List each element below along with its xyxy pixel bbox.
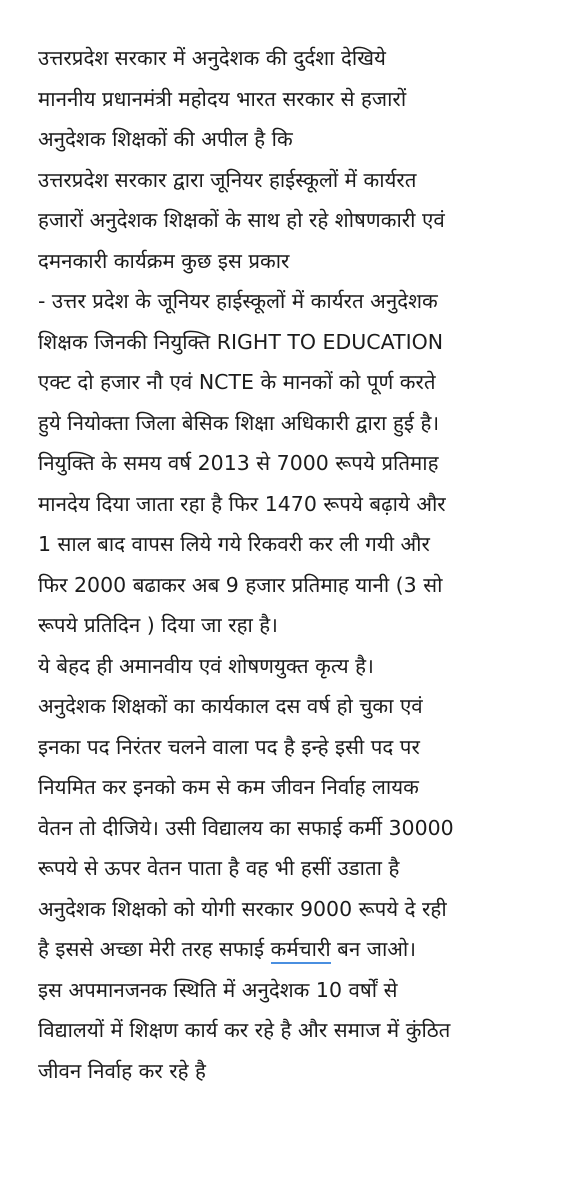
text-line: हुये नियोक्ता जिला बेसिक शिक्षा अधिकारी द्वारा हुई है। [38,410,440,435]
text-line: 1 साल बाद वापस लिये गये रिकवरी कर ली गयी और [38,532,430,556]
text-line: शिक्षक जिनकी नियुक्ति RIGHT TO EDUCATION [38,329,444,354]
text-line: माननीय प्रधानमंत्री महोदय भारत सरकार से हजारों [38,86,407,111]
text-line: उत्तरप्रदेश सरकार द्वारा जूनियर हाईस्कूलों में कार्यरत [38,167,417,192]
text-line: अनुदेशक शिक्षकों की अपील है कि [38,127,293,151]
text-line: - उत्तर प्रदेश के जूनियर हाईस्कूलों में कार्यरत अनुदेशक [38,289,438,313]
text-line: इनका पद निरंतर चलने वाला पद है इन्हे इसी पद पर [38,734,420,759]
text-line: फिर 2000 बढाकर अब 9 हजार प्रतिमाह यानी (3 सो [38,572,443,597]
text-line: मानदेय दिया जाता रहा है फिर 1470 रूपये बढ़ाये और [38,491,446,516]
text-line: रूपये से ऊपर वेतन पाता है वह भी हसीं उडाता है [38,856,400,880]
text-line: ये बेहद ही अमानवीय एवं शोषणयुक्त कृत्य है। [38,653,374,678]
text-line: अनुदेशक शिक्षको को योगी सरकार 9000 रूपये दे रही [38,896,447,921]
text-line: रूपये प्रतिदिन ) दिया जा रहा है। [38,613,278,637]
karmachari-link[interactable]: कर्मचारी [271,937,331,964]
text-line: जीवन निर्वाह कर रहे है [38,1058,206,1083]
text-line: नियमित कर इनको कम से कम जीवन निर्वाह लायक [38,775,419,799]
text-line: अनुदेशक शिक्षकों का कार्यकाल दस वर्ष हो चुका एवं [38,694,423,718]
text-line: दमनकारी कार्यक्रम कुछ इस प्रकार [38,248,290,273]
text-line: विद्यालयों में शिक्षण कार्य कर रहे है और समाज में कुंठित [38,1018,451,1042]
text-line: इस अपमानजनक स्थिति में अनुदेशक 10 वर्षों से [38,977,398,1002]
post-text [38,38,578,1091]
text-line-with-link [38,929,578,970]
text-line: एक्ट दो हजार नौ एवं NCTE के मानकों को पूर्ण करते [38,370,436,394]
text-line: नियुक्ति के समय वर्ष 2013 से 7000 रूपये प्रतिमाह [38,451,439,475]
text-line: हजारों अनुदेशक शिक्षकों के साथ हो रहे शोषणकारी एवं [38,208,445,232]
text-segment: बन जाओ। [330,937,417,961]
text-line: वेतन तो दीजिये। उसी विद्यालय का सफाई कर्मी 30000 [38,815,454,840]
text-line: उत्तरप्रदेश सरकार में अनुदेशक की दुर्दशा देखिये [38,46,386,70]
text-segment: है इससे अच्छा मेरी तरह सफाई [38,937,271,961]
